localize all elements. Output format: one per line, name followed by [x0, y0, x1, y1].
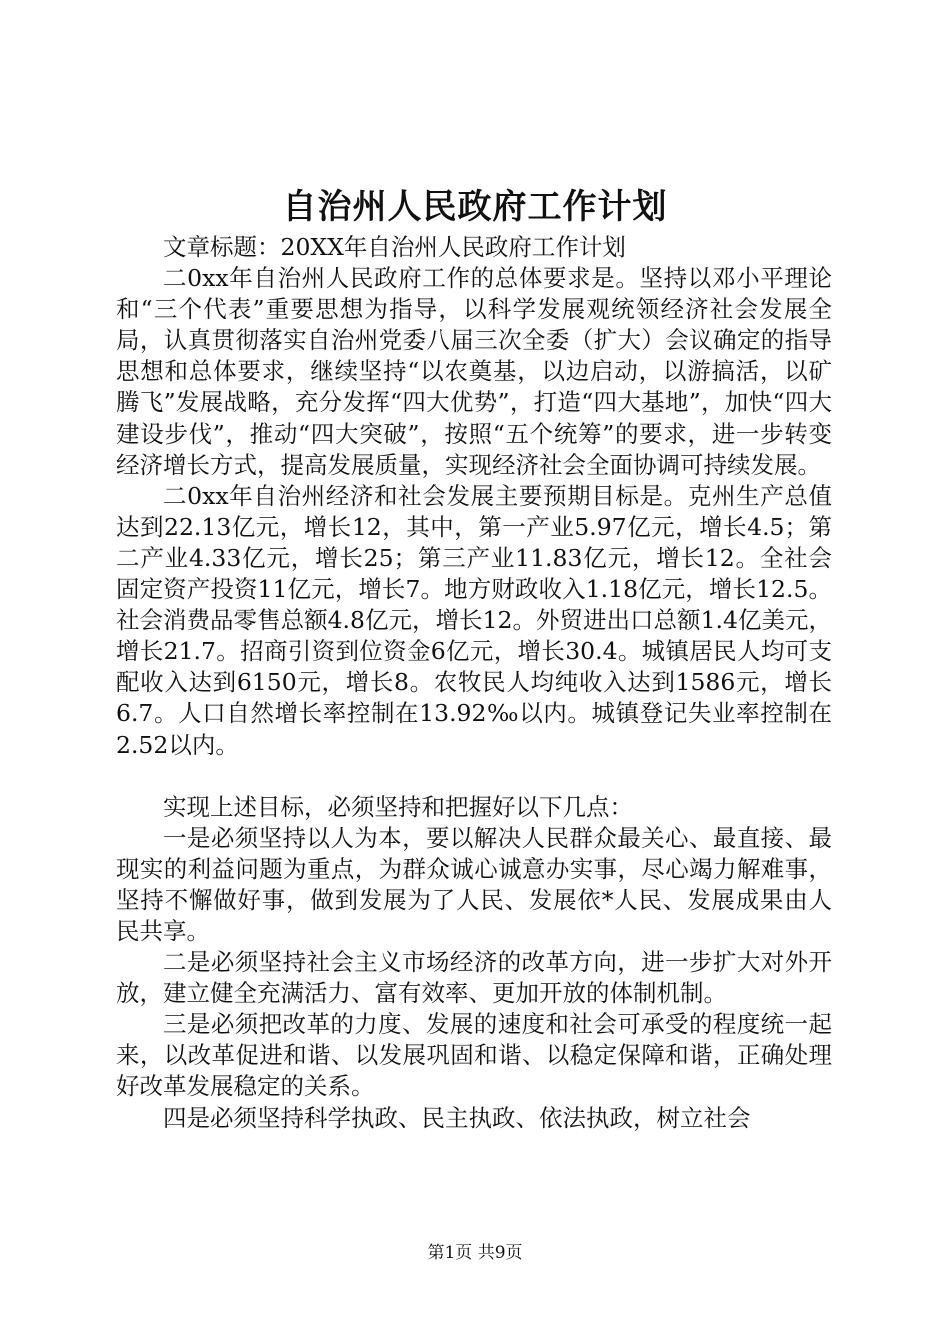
document-body — [116, 232, 832, 1134]
paragraph-key-points-intro: 实现上述目标，必须坚持和把握好以下几点： — [163, 792, 633, 821]
paragraph-point-four: 四是必须坚持科学执政、民主执政、依法执政，树立社会 — [163, 1103, 751, 1132]
article-title-line: 文章标题：20XX年自治州人民政府工作计划 — [163, 233, 626, 261]
paragraph-overall-requirements: 二0xx年自治州人民政府工作的总体要求是。坚持以邓小平理论和“三个代表”重要思想为指导，以科学发展观统领经济社会发展全局，认真贯彻落实自治州党委八届三次全委（扩大）会议确定的指导思想和总体要求，继续坚持“以农奠基，以边启动，以游搞活，以矿腾飞”发展战略，充分发挥“四大优势”，打造“四大基地”，加快“四大建设步伐”，推动“四大突破”，按照“五个统筹”的要求，进一步转变经济增长方式，提高发展质量，实现经济社会全面协调可持续发展。 — [116, 264, 832, 479]
paragraph-expected-targets: 二0xx年自治州经济和社会发展主要预期目标是。克州生产总值达到22.13亿元，增长12，其中，第一产业5.97亿元，增长4.5；第二产业4.33亿元，增长25；第三产业11.83亿元，增长12。全社会固定资产投资11亿元，增长7。地方财政收入1.18亿元，增长12.5。社会消费品零售总额4.8亿元，增长12。外贸进出口总额1.4亿美元，增长21.7。招商引资到位资金6亿元，增长30.4。城镇居民人均可支配收入达到6150元，增长8。农牧民人均纯收入达到1586元，增长6.7。人口自然增长率控制在13.92‰以内。城镇登记失业率控制在2.52以内。 — [116, 481, 832, 759]
document-title: 自治州人民政府工作计划 — [282, 187, 668, 227]
paragraph-gap — [116, 761, 832, 792]
page-footer: 第1页 共9页 — [427, 1243, 523, 1263]
paragraph-point-two: 二是必须坚持社会主义市场经济的改革方向，进一步扩大对外开放，建立健全充满活力、富有效率、更加开放的体制机制。 — [116, 948, 832, 1008]
paragraph-point-one: 一是必须坚持以人为本，要以解决人民群众最关心、最直接、最现实的利益问题为重点，为群众诚心诚意办实事，尽心竭力解难事，坚持不懈做好事，做到发展为了人民、发展依*人民、发展成果由人民共享。 — [116, 823, 832, 945]
paragraph-point-three: 三是必须把改革的力度、发展的速度和社会可承受的程度统一起来，以改革促进和谐、以发展巩固和谐、以稳定保障和谐，正确处理好改革发展稳定的关系。 — [116, 1010, 832, 1101]
